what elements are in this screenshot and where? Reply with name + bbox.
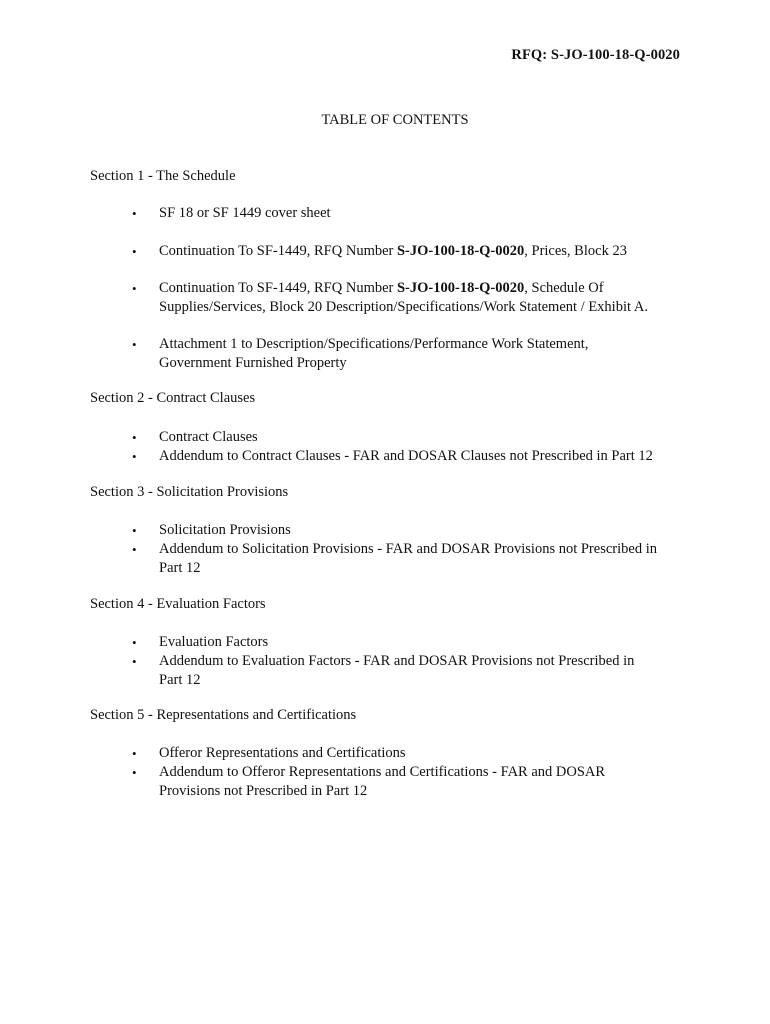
list-item-text: Addendum to Evaluation Factors - FAR and DOSAR Provisions not Prescribed in Part 12 (159, 653, 635, 688)
list-item-text: Attachment 1 to Description/Specifications/Performance Work Statement, Government Furnished Property (159, 336, 589, 371)
bullet-icon: • (132, 523, 137, 538)
list-item (132, 763, 692, 803)
bullet-icon: • (132, 635, 137, 650)
list-item (132, 540, 692, 580)
list-item-text: SF 18 or SF 1449 cover sheet (159, 205, 331, 221)
bullet-icon: • (132, 281, 137, 296)
bullet-icon: • (132, 430, 137, 445)
section-3-heading: Section 3 - Solicitation Provisions (90, 484, 289, 500)
rfq-number-bold: S-JO-100-18-Q-0020 (396, 243, 525, 259)
bullet-icon: • (132, 206, 137, 221)
list-item-text: Solicitation Provisions (159, 522, 291, 538)
rfq-number-bold: S-JO-100-18-Q-0020 (396, 280, 525, 296)
list-item-text: Continuation To SF-1449, RFQ Number S-JO-100-18-Q-0020, Prices, Block 23 (159, 243, 627, 259)
list-item-text: Offeror Representations and Certifications (159, 745, 406, 761)
bullet-icon: • (132, 449, 137, 464)
list-item-text: Addendum to Contract Clauses - FAR and DOSAR Clauses not Prescribed in Part 12 (159, 448, 653, 464)
list-item-text: Addendum to Solicitation Provisions - FAR and DOSAR Provisions not Prescribed in Part 12 (159, 541, 657, 576)
bullet-icon: • (132, 542, 137, 557)
list-item-text: Addendum to Offeror Representations and Certifications - FAR and DOSAR Provisions not Prescribed in Part 12 (159, 764, 606, 799)
section-2-heading: Section 2 - Contract Clauses (90, 390, 256, 406)
bullet-icon: • (132, 654, 137, 669)
list-item (132, 335, 692, 375)
list-item (132, 279, 692, 319)
list-item-text: Continuation To SF-1449, RFQ Number S-JO-100-18-Q-0020, Schedule Of Supplies/Services, Block 20 Description/Specifications/Work Statement / Exhibit A. (159, 280, 648, 315)
list-item-text: Evaluation Factors (159, 634, 269, 650)
section-5-heading: Section 5 - Representations and Certifications (90, 707, 357, 723)
bullet-icon: • (132, 244, 137, 259)
section-1-heading: Section 1 - The Schedule (90, 168, 236, 184)
list-item-text: Contract Clauses (159, 429, 258, 445)
bullet-icon: • (132, 337, 137, 352)
list-item (132, 652, 692, 692)
bullet-icon: • (132, 765, 137, 780)
bullet-icon: • (132, 746, 137, 761)
toc-title: TABLE OF CONTENTS (321, 112, 469, 128)
section-4-heading: Section 4 - Evaluation Factors (90, 596, 266, 612)
rfq-number-header: RFQ: S-JO-100-18-Q-0020 (511, 47, 680, 63)
